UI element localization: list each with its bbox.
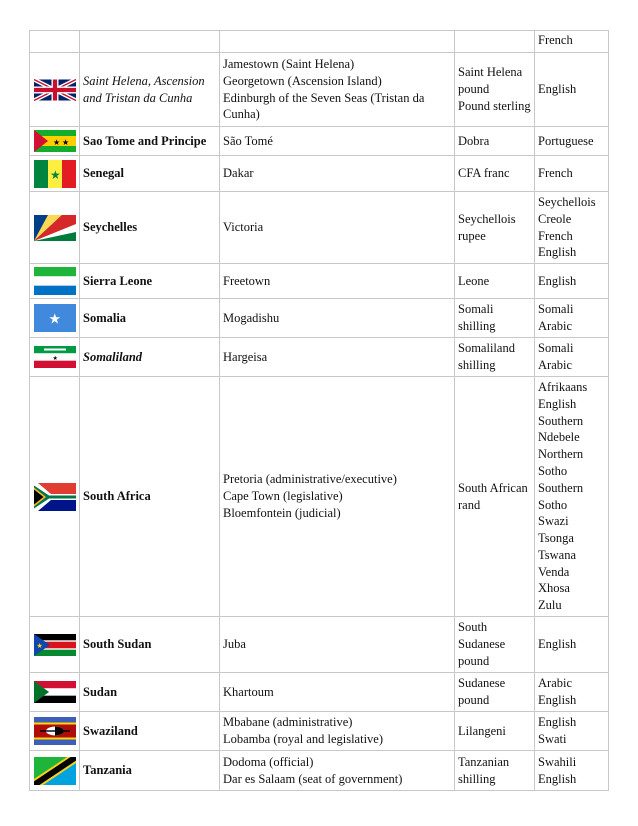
language-cell — [535, 712, 609, 751]
svg-text:★: ★ — [36, 641, 43, 650]
language-line: Swahili — [538, 754, 577, 769]
capital-cell — [220, 127, 455, 156]
flag-cell — [30, 156, 80, 192]
capital-cell — [220, 673, 455, 712]
country-cell — [80, 751, 220, 791]
currency-line: Somali shilling — [458, 302, 496, 333]
table-row — [30, 377, 609, 617]
svg-text:★: ★ — [48, 312, 61, 328]
country-name: Seychelles — [83, 220, 138, 235]
language-cell — [535, 673, 609, 712]
capital-line: Jamestown (Saint Helena) — [223, 56, 355, 71]
seychelles-flag-icon — [34, 215, 76, 241]
language-cell — [535, 264, 609, 299]
senegal-flag-icon — [34, 160, 76, 188]
language-cell — [535, 156, 609, 192]
capital-line: Bloemfontein (judicial) — [223, 505, 341, 520]
language-line: Arabic — [538, 676, 573, 691]
table-row — [30, 751, 609, 791]
flag-cell — [30, 53, 80, 127]
flag-cell — [30, 377, 80, 617]
flag-cell — [30, 673, 80, 712]
country-name: Somaliland — [83, 349, 143, 364]
language-line: Venda — [538, 564, 570, 579]
capital-line: Dakar — [223, 166, 254, 181]
language-line: Portuguese — [538, 133, 594, 148]
currency-cell — [455, 156, 535, 192]
flag-cell — [30, 338, 80, 377]
currency-line: Saint Helena pound — [458, 65, 523, 97]
country-cell — [80, 673, 220, 712]
capital-cell — [220, 338, 455, 377]
language-cell — [535, 127, 609, 156]
capital-line: Mbabane (administrative) — [223, 715, 353, 730]
flag-cell — [30, 299, 80, 338]
language-cell — [535, 617, 609, 673]
language-line: Southern Ndebele — [538, 413, 584, 445]
flag-cell — [30, 264, 80, 299]
currency-line: Lilangeni — [458, 723, 506, 738]
language-cell — [535, 299, 609, 338]
language-line: Southern Sotho — [538, 480, 584, 512]
table-row — [30, 127, 609, 156]
language-cell — [535, 192, 609, 264]
table-row — [30, 673, 609, 712]
sierra-leone-flag-icon — [34, 267, 76, 295]
currency-cell — [455, 192, 535, 264]
capital-line: Edinburgh of the Seven Seas (Tristan da Cunha) — [223, 90, 425, 122]
currency-line: Somaliland shilling — [458, 341, 515, 372]
language-cell — [535, 751, 609, 791]
capital-line: Cape Town (legislative) — [223, 489, 343, 504]
table-row — [30, 53, 609, 127]
capital-cell — [220, 751, 455, 791]
country-cell — [80, 31, 220, 53]
language-line: Arabic — [538, 319, 573, 333]
language-line: Swazi — [538, 514, 569, 529]
table-row — [30, 299, 609, 338]
table-row — [30, 156, 609, 192]
currency-cell — [455, 31, 535, 53]
flag-cell — [30, 617, 80, 673]
somaliland-flag-icon — [34, 346, 76, 368]
capital-cell — [220, 299, 455, 338]
saint-helena-flag-icon — [34, 79, 76, 101]
currency-cell — [455, 617, 535, 673]
language-line: Tswana — [538, 547, 577, 562]
country-name: Swaziland — [83, 723, 138, 738]
flag-cell — [30, 127, 80, 156]
country-name: Sao Tome and Principe — [83, 133, 207, 148]
country-name: Saint Helena, Ascension and Tristan da Cunha — [83, 73, 205, 105]
currency-cell — [455, 127, 535, 156]
table-row — [30, 31, 609, 53]
country-cell — [80, 299, 220, 338]
south-africa-flag-icon — [34, 483, 76, 511]
country-cell — [80, 617, 220, 673]
language-line: French — [538, 166, 573, 181]
capital-line: Dodoma (official) — [223, 754, 314, 769]
flag-cell — [30, 31, 80, 53]
country-name: Tanzania — [83, 763, 132, 778]
currency-cell — [455, 673, 535, 712]
somalia-flag-icon — [34, 304, 76, 332]
capital-line: Pretoria (administrative/executive) — [223, 472, 397, 487]
capital-line: São Tomé — [223, 133, 273, 148]
capital-line: Georgetown (Ascension Island) — [223, 73, 382, 88]
country-cell — [80, 127, 220, 156]
language-line: Zulu — [538, 598, 562, 613]
language-line: English — [538, 245, 577, 260]
capital-line: Hargeisa — [223, 349, 268, 364]
capital-cell — [220, 377, 455, 617]
capital-line: Khartoum — [223, 684, 274, 699]
country-cell — [80, 53, 220, 127]
capital-cell — [220, 712, 455, 751]
language-line: English — [538, 771, 577, 786]
country-cell — [80, 338, 220, 377]
language-line: Swati — [538, 732, 567, 746]
language-line: English — [538, 715, 577, 730]
capital-line: Freetown — [223, 273, 271, 288]
language-line: Xhosa — [538, 581, 570, 596]
svg-text:★: ★ — [61, 138, 69, 147]
currency-line: Dobra — [458, 133, 490, 148]
language-line: Afrikaans — [538, 379, 588, 394]
currency-line: Pound sterling — [458, 98, 531, 113]
language-cell — [535, 377, 609, 617]
language-line: English — [538, 637, 577, 652]
sao-tome-flag-icon — [34, 130, 76, 152]
currency-cell — [455, 377, 535, 617]
country-name: South Sudan — [83, 637, 152, 652]
country-cell — [80, 712, 220, 751]
language-line: English — [538, 396, 577, 411]
country-cell — [80, 264, 220, 299]
capital-line: Lobamba (royal and legislative) — [223, 732, 384, 746]
language-cell — [535, 338, 609, 377]
currency-cell — [455, 712, 535, 751]
capital-cell — [220, 53, 455, 127]
currency-line: CFA franc — [458, 166, 510, 181]
currency-line: South Sudanese pound — [458, 620, 506, 668]
language-line: English — [538, 82, 577, 97]
currency-line: Leone — [458, 273, 490, 288]
table-row — [30, 264, 609, 299]
country-name: Sudan — [83, 684, 118, 699]
capital-cell — [220, 192, 455, 264]
countries-table — [29, 30, 609, 791]
currency-cell — [455, 53, 535, 127]
currency-cell — [455, 338, 535, 377]
country-cell — [80, 192, 220, 264]
flag-cell — [30, 712, 80, 751]
language-line: Seychellois Creole — [538, 194, 596, 226]
svg-text:★: ★ — [49, 167, 61, 182]
language-cell — [535, 53, 609, 127]
capital-cell — [220, 31, 455, 53]
table-row — [30, 192, 609, 264]
country-cell — [80, 156, 220, 192]
currency-cell — [455, 299, 535, 338]
country-name: Sierra Leone — [83, 273, 153, 288]
capital-line: Victoria — [223, 220, 264, 235]
language-line: Somali — [538, 341, 574, 356]
svg-text:★: ★ — [52, 356, 58, 362]
language-line: Arabic — [538, 358, 573, 372]
sudan-flag-icon — [34, 681, 76, 703]
country-name: Senegal — [83, 166, 124, 181]
south-sudan-flag-icon — [34, 634, 76, 656]
language-line: English — [538, 693, 577, 707]
table-row — [30, 338, 609, 377]
language-line: French — [538, 33, 573, 47]
language-cell — [535, 31, 609, 53]
currency-line: Tanzanian shilling — [458, 754, 510, 786]
language-line: Somali — [538, 302, 574, 317]
tanzania-flag-icon — [34, 757, 76, 785]
flag-cell — [30, 192, 80, 264]
language-line: Tsonga — [538, 531, 574, 546]
country-name: South Africa — [83, 489, 151, 504]
svg-text:★: ★ — [52, 138, 60, 147]
currency-line: Sudanese pound — [458, 676, 506, 707]
table-row — [30, 617, 609, 673]
capital-cell — [220, 617, 455, 673]
language-line: French — [538, 228, 573, 243]
country-cell — [80, 377, 220, 617]
country-name: Somalia — [83, 310, 127, 325]
capital-line: Dar es Salaam (seat of government) — [223, 771, 403, 786]
capital-cell — [220, 156, 455, 192]
currency-cell — [455, 264, 535, 299]
flag-cell — [30, 751, 80, 791]
language-line: English — [538, 273, 577, 288]
capital-cell — [220, 264, 455, 299]
language-line: Northern Sotho — [538, 447, 584, 478]
table-row — [30, 712, 609, 751]
currency-line: Seychellois rupee — [458, 211, 516, 243]
capital-line: Juba — [223, 637, 246, 652]
currency-line: South African rand — [458, 480, 528, 512]
currency-cell — [455, 751, 535, 791]
capital-line: Mogadishu — [223, 310, 280, 325]
swaziland-flag-icon — [34, 717, 76, 745]
